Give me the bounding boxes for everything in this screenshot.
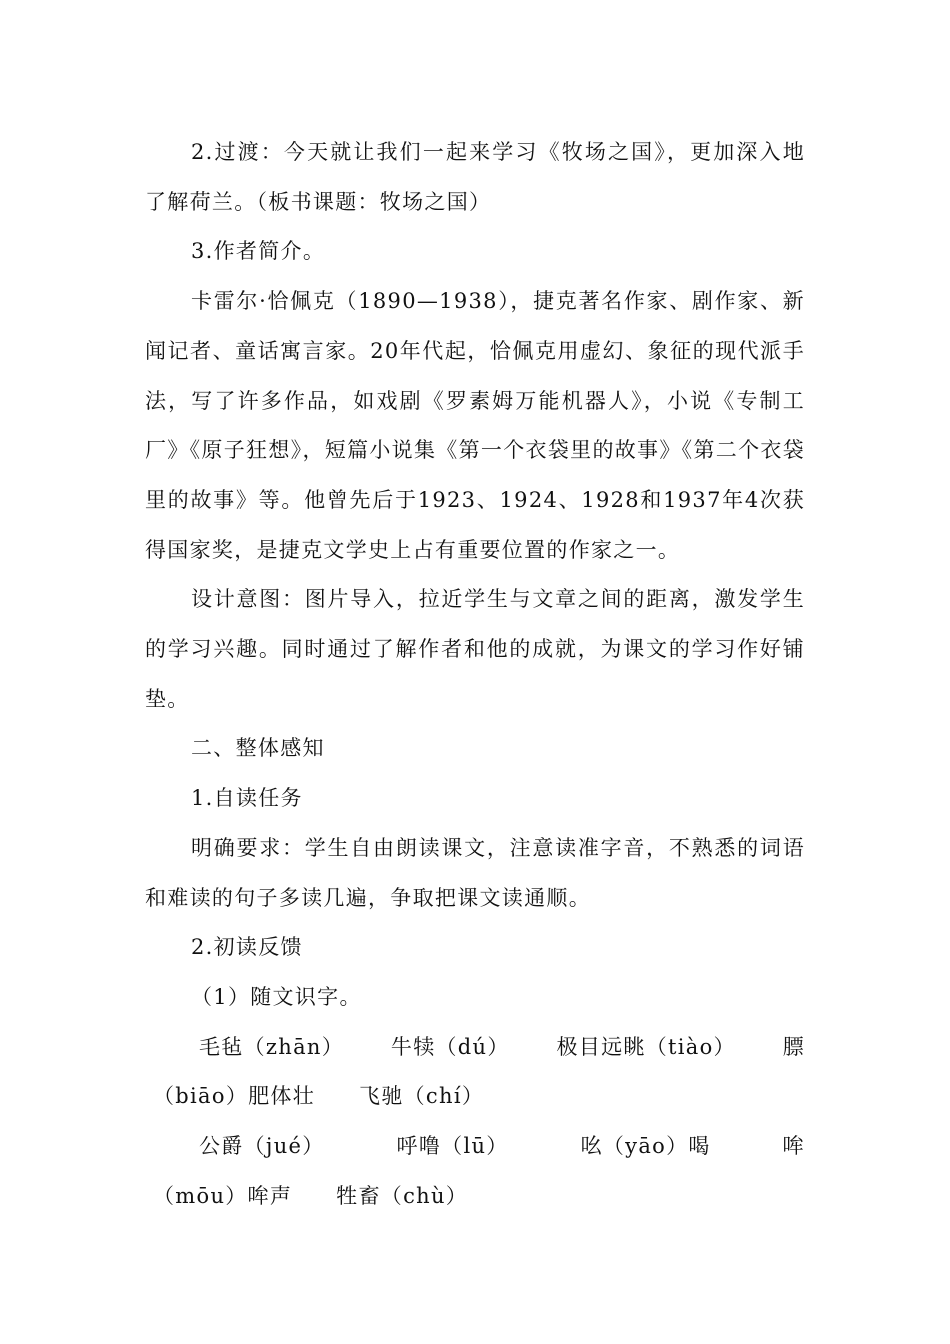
vocab-item: 牛犊（dú） <box>390 1034 510 1059</box>
paragraph-author-heading: 3.作者简介。 <box>191 239 326 264</box>
paragraph-design-intent: 设计意图：图片导入，拉近学生与文章之间的距离，激发学生的学习兴趣。同时通过了解作者和他的成就，为课文的学习作好铺垫。 <box>145 587 805 711</box>
vocab-item: 极目远眺（tiào） <box>556 1034 736 1059</box>
vocab-item: 膘 <box>782 1034 805 1059</box>
vocab-item: 毛毡（zhān） <box>199 1034 345 1059</box>
vocab-item: 牲畜（chù） <box>336 1183 469 1208</box>
paragraph-feedback: 2.初读反馈 <box>191 935 303 960</box>
vocab-row-1 <box>145 1023 805 1073</box>
vocab-item: 呼噜（lū） <box>396 1134 509 1159</box>
paragraph-requirements: 明确要求：学生自由朗读课文，注意读准字音，不熟悉的词语和难读的句子多读几遍，争取把课文读通顺。 <box>145 835 805 910</box>
vocab-item: 飞驰（chí） <box>359 1084 485 1109</box>
vocab-row-2-continued <box>145 1172 805 1222</box>
document-body <box>145 128 805 1221</box>
vocab-item: 公爵（jué） <box>199 1134 325 1159</box>
vocab-row-2 <box>145 1122 805 1172</box>
paragraph-transition: 2.过渡：今天就让我们一起来学习《牧场之国》，更加深入地了解荷兰。（板书课题：牧场之国） <box>145 140 805 214</box>
paragraph-self-reading: 1.自读任务 <box>191 786 303 811</box>
vocab-row-1-continued <box>145 1072 805 1122</box>
vocab-item: （biāo）肥体壮 <box>153 1084 316 1109</box>
paragraph-word-recognition: （1）随文识字。 <box>191 984 362 1009</box>
paragraph-author-bio: 卡雷尔·恰佩克（1890—1938），捷克著名作家、剧作家、新闻记者、童话寓言家。20年代起，恰佩克用虚幻、象征的现代派手法，写了许多作品，如戏剧《罗素姆万能机器人》，小说《专制工厂》《原子狂想》，短篇小说集《第一个衣袋里的故事》《第二个衣袋里的故事》等。他曾先后于1923、1924、1928和1937年4次获得国家奖，是捷克文学史上占有重要位置的作家之一。 <box>145 289 805 562</box>
section-heading-overall: 二、整体感知 <box>191 736 325 761</box>
vocab-item: （mōu）哞声 <box>153 1183 293 1208</box>
vocab-item: 吆（yāo）喝 <box>580 1134 711 1159</box>
vocab-item: 哞 <box>782 1134 805 1159</box>
